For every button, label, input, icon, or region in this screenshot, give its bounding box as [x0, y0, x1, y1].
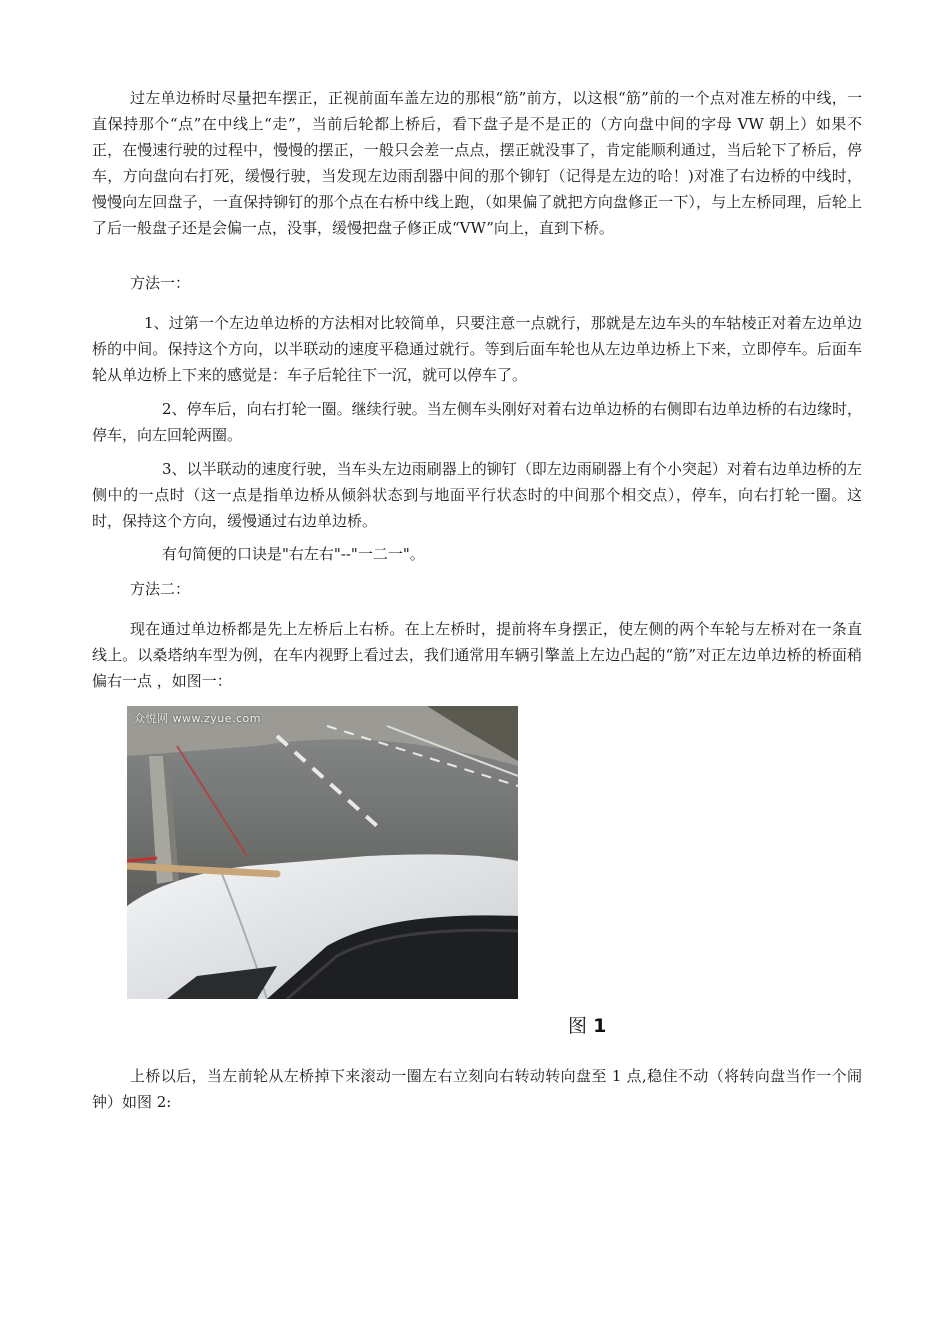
method-two-heading: 方法二： — [130, 580, 191, 598]
car-hood-view-illustration — [127, 706, 518, 999]
figure-caption-number: 1 — [593, 1015, 607, 1037]
method-two-paragraph-2: 上桥以后，当左前轮从左桥掉下来滚动一圈左右立刻向右转动转向盘至 1 点,稳住不动（将转向盘当作一个闹钟）如图 2: — [92, 1067, 862, 1111]
method-one-heading: 方法一： — [130, 274, 191, 292]
paragraph-left-bridge-intro: 过左单边桥时尽量把车摆正，正视前面车盖左边的那根“筋”前方，以这根“筋”前的一个点对准左桥的中线，一直保持那个“点”在中线上“走”，当前后轮都上桥后，看下盘子是不是正的（方向盘中间的字母 VW 朝上）如果不正，在慢速行驶的过程中，慢慢的摆正，一般只会差一点点，摆正就没事了，肯定能顺利通过，当后轮下了桥后，停车，方向盘向右打死，缓慢行驶，当发现左边雨刮器中间的那个铆钉（记得是左边的哈！)对准了右边桥的中线时，慢慢向左回盘子，一直保持铆钉的那个点在右桥中线上跑，（如果偏了就把方向盘修正一下），与上左桥同理，后轮上了后一般盘子还是会偏一点，没事，缓慢把盘子修正成“VW”向上，直到下桥。 — [92, 89, 862, 237]
figure-1-photo — [127, 706, 518, 999]
method-one-step-3: 3、以半联动的速度行驶，当车头左边雨刷器上的铆钉（即左边雨刷器上有个小突起）对着右边单边桥的左侧中的一点时（这一点是指单边桥从倾斜状态到与地面平行状态时的中间那个相交点），停车，向右打轮一圈。这时，保持这个方向，缓慢通过右边单边桥。 — [92, 460, 862, 530]
photo-watermark: 众悦网 www.zyue.com — [134, 712, 261, 725]
figure-caption-prefix: 图 — [568, 1015, 588, 1037]
method-one-step-2: 2、停车后，向右打轮一圈。继续行驶。当左侧车头刚好对着右边单边桥的右侧即右边单边桥的右边缘时，停车，向左回轮两圈。 — [92, 400, 862, 444]
method-two-paragraph-1: 现在通过单边桥都是先上左桥后上右桥。在上左桥时，提前将车身摆正，使左侧的两个车轮与左桥对在一条直线上。以桑塔纳车型为例，在车内视野上看过去，我们通常用车辆引擎盖上左边凸起的“筋”对正左边单边桥的桥面稍偏右一点 ，如图一： — [92, 620, 862, 690]
figure-1-caption — [568, 1011, 606, 1038]
method-one-step-1: 1、过第一个左边单边桥的方法相对比较简单，只要注意一点就行，那就是左边车头的车轱棱正对着左边单边桥的中间。保持这个方向，以半联动的速度平稳通过就行。等到后面车轮也从左边单边桥上下来，立即停车。后面车轮从单边桥上下来的感觉是：车子后轮往下一沉，就可以停车了。 — [92, 314, 862, 384]
mnemonic-line: 有句简便的口诀是"右左右"--"一二一"。 — [162, 545, 425, 563]
